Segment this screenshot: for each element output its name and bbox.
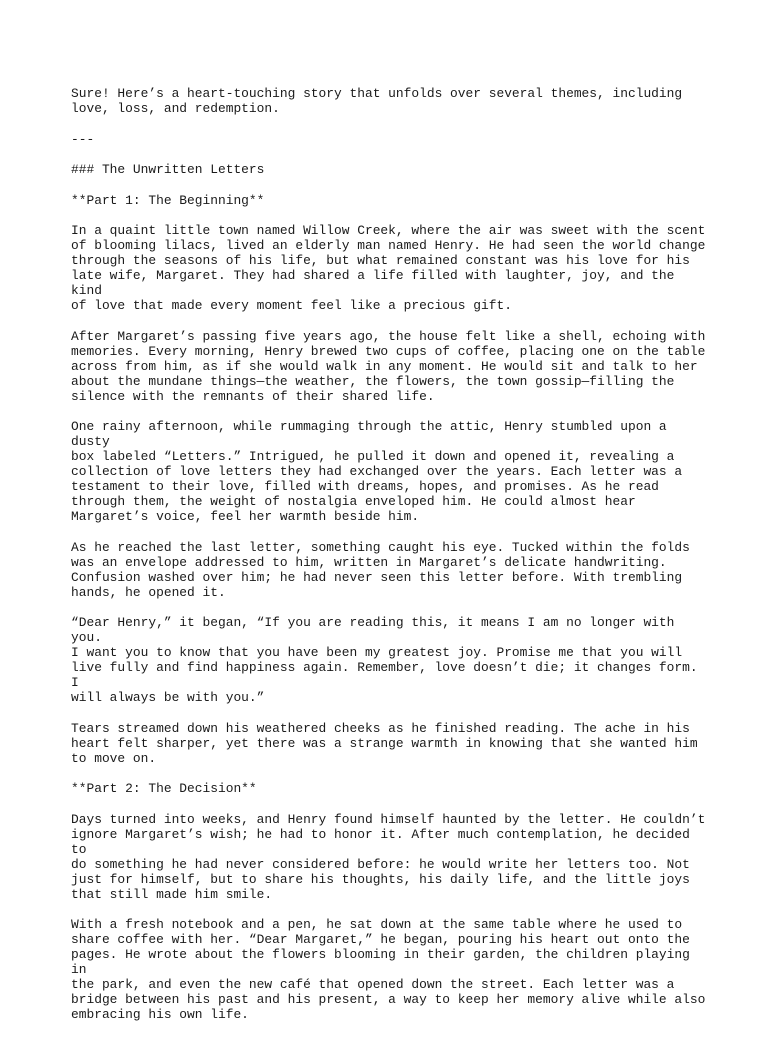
body-paragraph: In a quaint little town named Willow Creek, where the air was sweet with the scent of blooming lilacs, lived an elderly man named Henry. He had seen the world change through the seasons of his life, but what remained constant was his love for his late wife, Margaret. They had shared a life filled with laughter, joy, and the kind of love that made every moment feel like a precious gift. <box>71 223 706 313</box>
intro-paragraph: Sure! Here’s a heart-touching story that unfolds over several themes, including love, loss, and redemption. <box>71 86 683 116</box>
body-paragraph: As he reached the last letter, something caught his eye. Tucked within the folds was an envelope addressed to him, written in Margaret’s delicate handwriting. Confusion washed over him; he had never seen this letter before. With trembling hands, he opened it. <box>71 539 690 600</box>
document-page <box>71 86 711 1038</box>
letter-quote-paragraph: “Dear Henry,” it began, “If you are reading this, it means I am no longer with you. I want you to know that you have been my greatest joy. Promise me that you will live fully and find happiness again. Remember, love doesn’t die; it changes form. I will always be with you.” <box>71 615 698 705</box>
body-paragraph: One rainy afternoon, while rummaging through the attic, Henry stumbled upon a dusty box labeled “Letters.” Intrigued, he pulled it down and opened it, revealing a collection of love letters they had exchanged over the years. Each letter was a testament to their love, filled with dreams, hopes, and promises. As he read through them, the weight of nostalgia enveloped him. He could almost hear Margaret’s voice, feel her warmth beside him. <box>71 419 683 524</box>
story-title: ### The Unwritten Letters <box>71 162 265 177</box>
body-paragraph: Tears streamed down his weathered cheeks as he finished reading. The ache in his heart felt sharper, yet there was a strange warmth in knowing that she wanted him to move on. <box>71 720 698 766</box>
part-2-heading: **Part 2: The Decision** <box>71 781 257 796</box>
part-1-heading: **Part 1: The Beginning** <box>71 192 265 208</box>
body-paragraph: After Margaret’s passing five years ago, the house felt like a shell, echoing with memories. Every morning, Henry brewed two cups of coffee, placing one on the table across from him, as if she would walk in any moment. He would sit and talk to her about the mundane things—the weather, the flowers, the town gossip—filling the silence with the remnants of their shared life. <box>71 328 706 404</box>
body-paragraph: With a fresh notebook and a pen, he sat down at the same table where he used to share coffee with her. “Dear Margaret,” he began, pouring his heart out onto the pages. He wrote about the flowers blooming in their garden, the children playing in the park, and even the new café that opened down the street. Each letter was a bridge between his past and his present, a way to keep her memory alive while also embracing his own life. <box>71 917 706 1022</box>
body-paragraph: Days turned into weeks, and Henry found himself haunted by the letter. He couldn’t ignore Margaret’s wish; he had to honor it. After much contemplation, he decided to do something he had never considered before: he would write her letters too. Not just for himself, but to share his thoughts, his daily life, and the little joys that still made him smile. <box>71 811 706 902</box>
separator: --- <box>71 131 95 147</box>
